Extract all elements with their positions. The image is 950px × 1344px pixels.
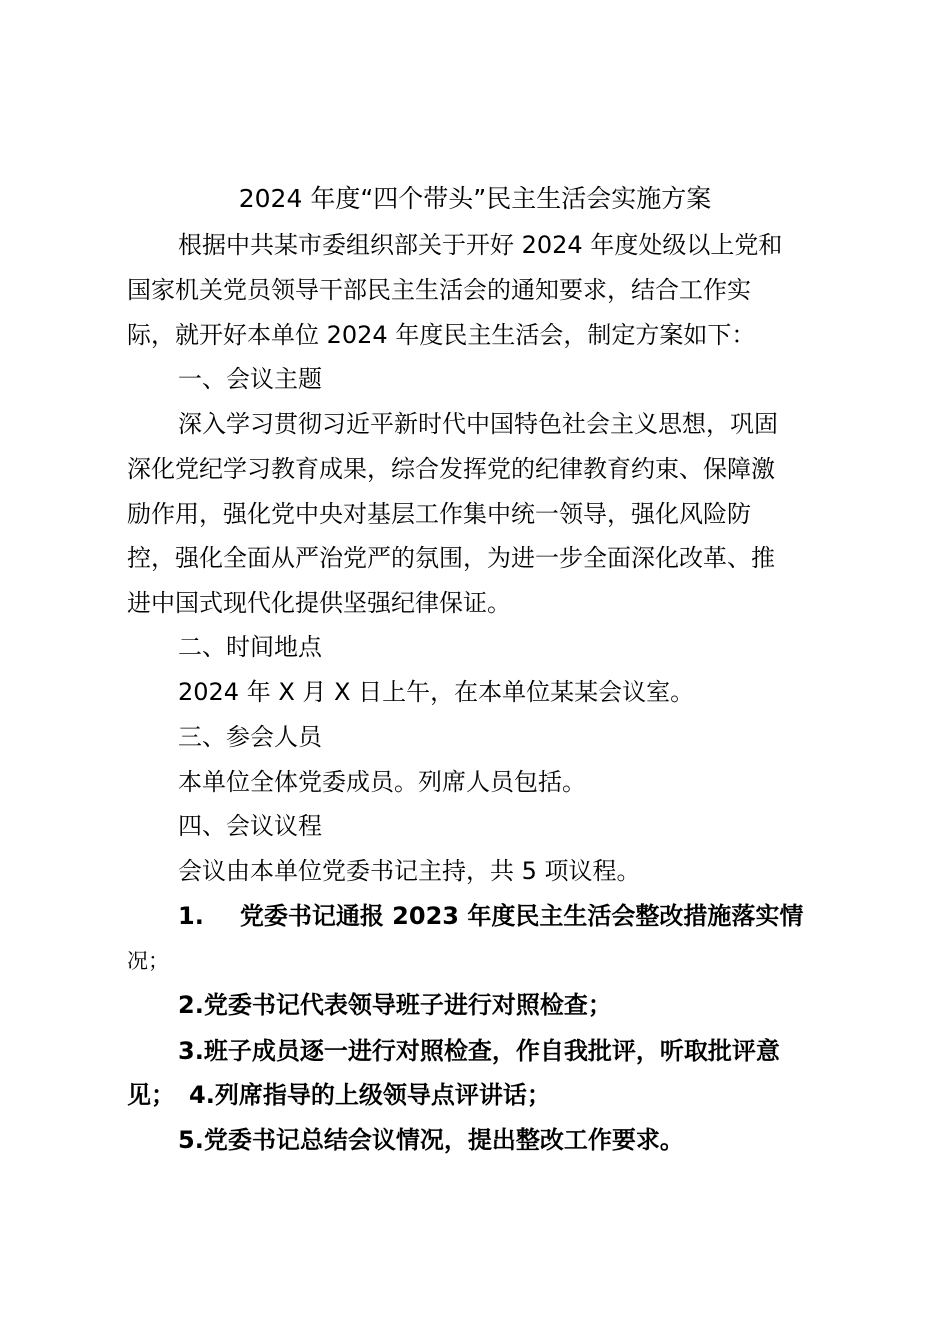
agenda-item-1-number: 1. <box>178 902 204 930</box>
section-1-heading: 一、会议主题 <box>178 365 322 393</box>
agenda-item-1-tail: 况； <box>127 949 169 973</box>
agenda-item-1 <box>178 901 803 931</box>
section-4-body: 会议由本单位党委书记主持，共 5 项议程。 <box>178 857 641 885</box>
agenda-item-3-4-line <box>127 1080 551 1110</box>
agenda-item-4: 4.列席指导的上级领导点评讲话； <box>189 1081 551 1109</box>
agenda-item-5: 5.党委书记总结会议情况，提出整改工作要求。 <box>178 1126 684 1154</box>
section-1-line-5: 进中国式现代化提供坚强纪律保证。 <box>127 589 511 617</box>
intro-line-2: 国家机关党员领导干部民主生活会的通知要求，结合工作实 <box>127 276 751 304</box>
section-1-line-3: 励作用，强化党中央对基层工作集中统一领导，强化风险防 <box>127 500 751 528</box>
section-3-body: 本单位全体党委成员。列席人员包括。 <box>178 768 586 796</box>
agenda-item-3-line-1: 3.班子成员逐一进行对照检查，作自我批评，听取批评意 <box>178 1037 780 1065</box>
intro-line-1: 根据中共某市委组织部关于开好 2024 年度处级以上党和 <box>178 231 783 259</box>
section-1-line-4: 控，强化全面从严治党严的氛围，为进一步全面深化改革、推 <box>127 544 775 572</box>
section-1-line-1: 深入学习贯彻习近平新时代中国特色社会主义思想，巩固 <box>178 410 778 438</box>
section-4-heading: 四、会议议程 <box>178 812 322 840</box>
section-3-heading: 三、参会人员 <box>178 723 322 751</box>
section-2-body: 2024 年 X 月 X 日上午，在本单位某某会议室。 <box>178 678 695 706</box>
agenda-item-2: 2.党委书记代表领导班子进行对照检查； <box>178 991 612 1019</box>
agenda-item-3-line-2: 见； <box>127 1081 175 1109</box>
agenda-item-1-text: 党委书记通报 2023 年度民主生活会整改措施落实情 <box>239 902 804 930</box>
section-1-line-2: 深化党纪学习教育成果，综合发挥党的纪律教育约束、保障激 <box>127 455 775 483</box>
intro-line-3: 际，就开好本单位 2024 年度民主生活会，制定方案如下： <box>127 321 756 349</box>
document-title: 2024 年度“四个带头”民主生活会实施方案 <box>238 184 712 213</box>
section-2-heading: 二、时间地点 <box>178 633 322 661</box>
